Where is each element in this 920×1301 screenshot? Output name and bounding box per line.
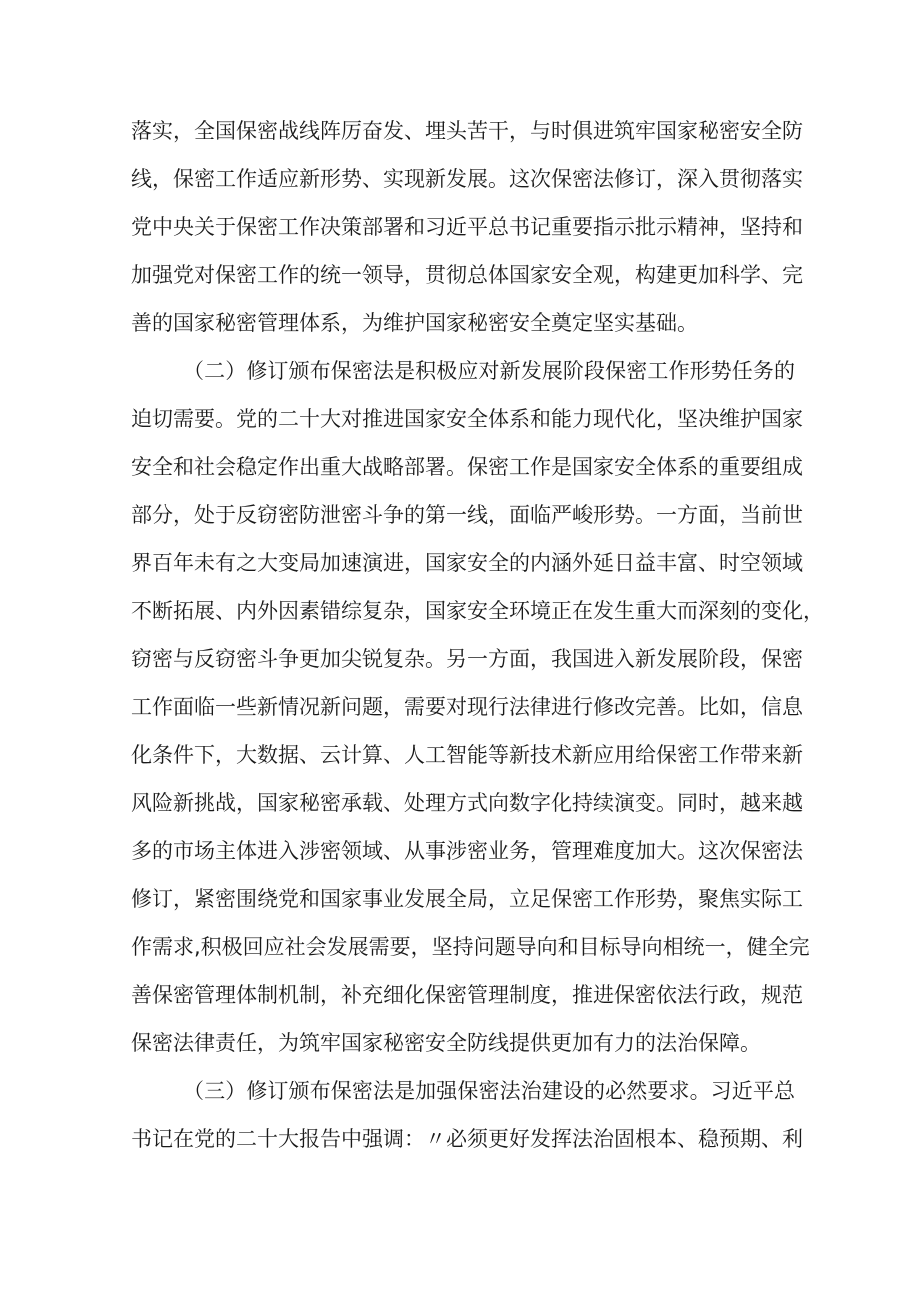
section-heading-line: （二）修订颁布保密法是积极应对新发展阶段保密工作形势任务的 [183,359,795,383]
section-heading-line: （三）修订颁布保密法是加强保密法治建设的必然要求。习近平总 [183,1079,795,1103]
text-line: 善的国家秘密管理体系，为维护国家秘密安全奠定坚实基础。 [131,311,698,335]
text-line: 工作面临一些新情况新问题，需要对现行法律进行修改完善。比如，信息 [131,695,803,719]
text-line: 加强党对保密工作的统一领导，贯彻总体国家安全观，构建更加科学、完 [131,263,803,287]
text-line: 善保密管理体制机制，补充细化保密管理制度，推进保密依法行政，规范 [131,983,803,1007]
text-line: 迫切需要。党的二十大对推进国家安全体系和能力现代化，坚决维护国家 [131,407,803,431]
text-line: 界百年未有之大变局加速演进，国家安全的内涵外延日益丰富、时空领域 [131,551,803,575]
text-line: 作需求,积极回应社会发展需要，坚持问题导向和目标导向相统一，健全完 [131,935,810,959]
text-line: 部分，处于反窃密防泄密斗争的第一线，面临严峻形势。一方面，当前世 [131,503,803,527]
text-line: 安全和社会稳定作出重大战略部署。保密工作是国家安全体系的重要组成 [131,455,803,479]
text-line: 落实，全国保密战线阵厉奋发、埋头苦干，与时俱进筑牢国家秘密安全防 [131,119,803,143]
text-line: 化条件下，大数据、云计算、人工智能等新技术新应用给保密工作带来新 [131,743,803,767]
text-line: 不断拓展、内外因素错综复杂，国家安全环境正在发生重大而深刻的变化， [131,599,824,623]
text-line: 修订，紧密围绕党和国家事业发展全局，立足保密工作形势，聚焦实际工 [131,887,803,911]
text-line: 线，保密工作适应新形势、实现新发展。这次保密法修订，深入贯彻落实 [131,167,803,191]
text-line: 党中央关于保密工作决策部署和习近平总书记重要指示批示精神，坚持和 [131,215,803,239]
body-text [131,107,824,1163]
text-line: 风险新挑战，国家秘密承载、处理方式向数字化持续演变。同时，越来越 [131,791,803,815]
text-line: 保密法律责任，为筑牢国家秘密安全防线提供更加有力的法治保障。 [131,1031,761,1055]
text-line: 窃密与反窃密斗争更加尖锐复杂。另一方面，我国进入新发展阶段，保密 [131,647,803,671]
text-line: 多的市场主体进入涉密领域、从事涉密业务，管理难度加大。这次保密法 [131,839,803,863]
text-line: 书记在党的二十大报告中强调：〃必须更好发挥法治固根本、稳预期、利 [131,1127,803,1151]
